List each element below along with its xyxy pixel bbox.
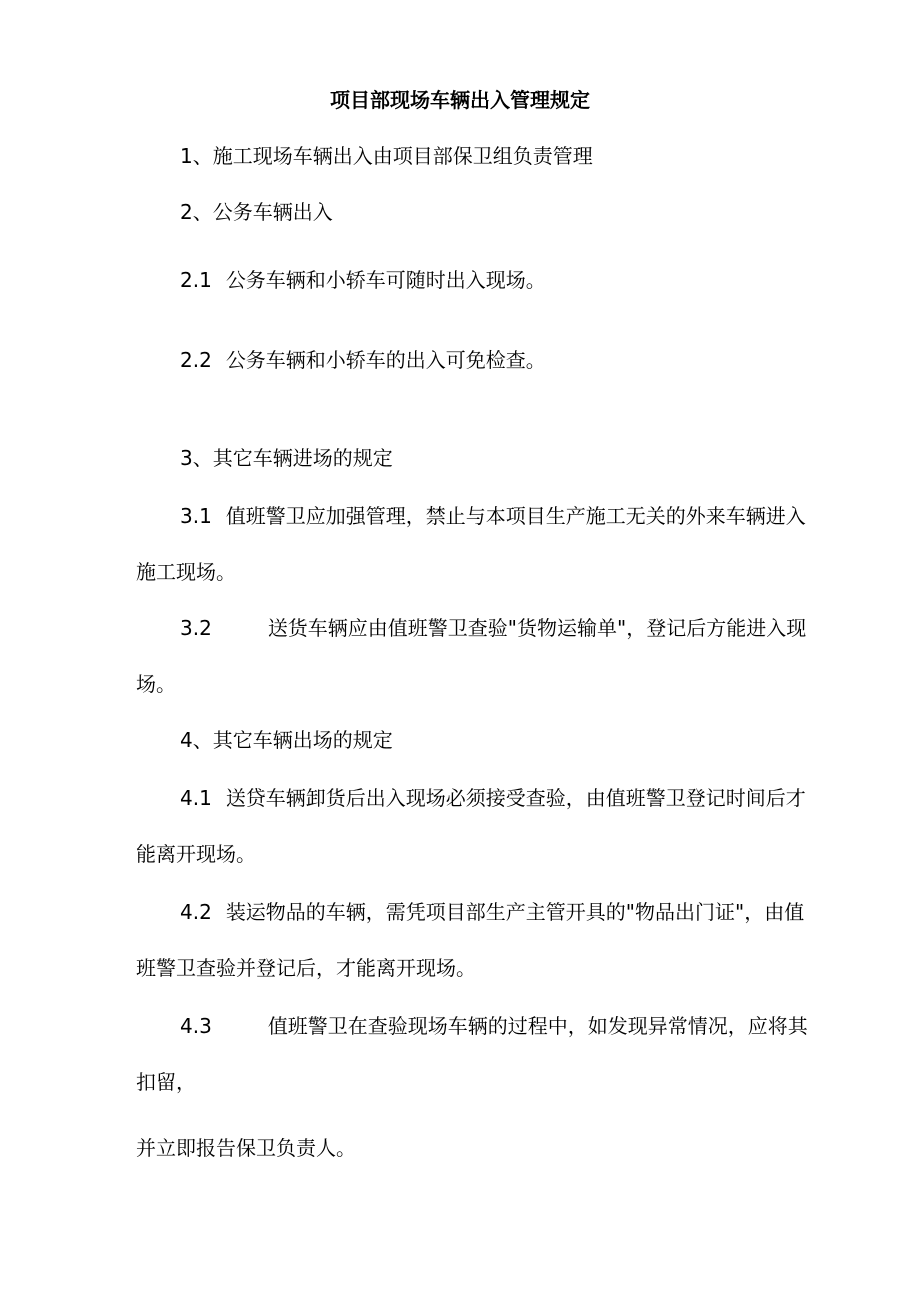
clause-4-1-continuation: 能离开现场。 — [136, 842, 256, 866]
clause-2-2 — [180, 346, 546, 374]
clause-number: 4.2 — [180, 900, 212, 924]
clause-3-2-continuation: 场。 — [136, 672, 176, 696]
clause-text: 值班警卫应加强管理，禁止与本项目生产施工无关的外来车辆进入 — [225, 504, 806, 528]
clause-3-2 — [180, 614, 806, 642]
clause-2-1 — [180, 266, 546, 294]
clause-2-heading: 2、公务车辆出入 — [180, 200, 333, 224]
clause-text: 装运物品的车辆，需凭项目部生产主管开具的"物品出门证"，由值 — [225, 900, 805, 924]
clause-4-2-continuation: 班警卫查验并登记后，才能离开现场。 — [136, 956, 476, 980]
clause-text: 值班警卫在查验现场车辆的过程中，如发现异常情况，应将其 — [267, 1014, 808, 1038]
clause-4-2 — [180, 898, 804, 926]
clause-4-3 — [180, 1012, 808, 1040]
clause-number: 4.3 — [180, 1014, 212, 1038]
clause-3-1-continuation: 施工现场。 — [136, 560, 236, 584]
clause-4-heading: 4、其它车辆出场的规定 — [180, 728, 393, 752]
clause-number: 2.2 — [180, 348, 212, 372]
clause-text: 送贷车辆卸货后出入现场必须接受查验，由值班警卫登记时间后才 — [225, 786, 806, 810]
clause-3-1 — [180, 502, 806, 530]
clause-4-3-continuation: 扣留， — [136, 1070, 196, 1094]
clause-number: 3.2 — [180, 616, 212, 640]
clause-text: 公务车辆和小轿车的出入可免检查。 — [225, 348, 546, 372]
clause-number: 3.1 — [180, 504, 212, 528]
clause-number: 4.1 — [180, 786, 212, 810]
clause-4-1 — [180, 784, 806, 812]
document-title: 项目部现场车辆出入管理规定 — [330, 88, 590, 112]
clause-text: 公务车辆和小轿车可随时出入现场。 — [225, 268, 546, 292]
clause-4-3-continuation-2: 并立即报告保卫负责人。 — [136, 1136, 356, 1160]
clause-text: 送货车辆应由值班警卫查验"货物运输单"，登记后方能进入现 — [267, 616, 807, 640]
clause-1: 1、施工现场车辆出入由项目部保卫组负责管理 — [180, 144, 593, 168]
clause-number: 2.1 — [180, 268, 212, 292]
clause-3-heading: 3、其它车辆进场的规定 — [180, 446, 393, 470]
